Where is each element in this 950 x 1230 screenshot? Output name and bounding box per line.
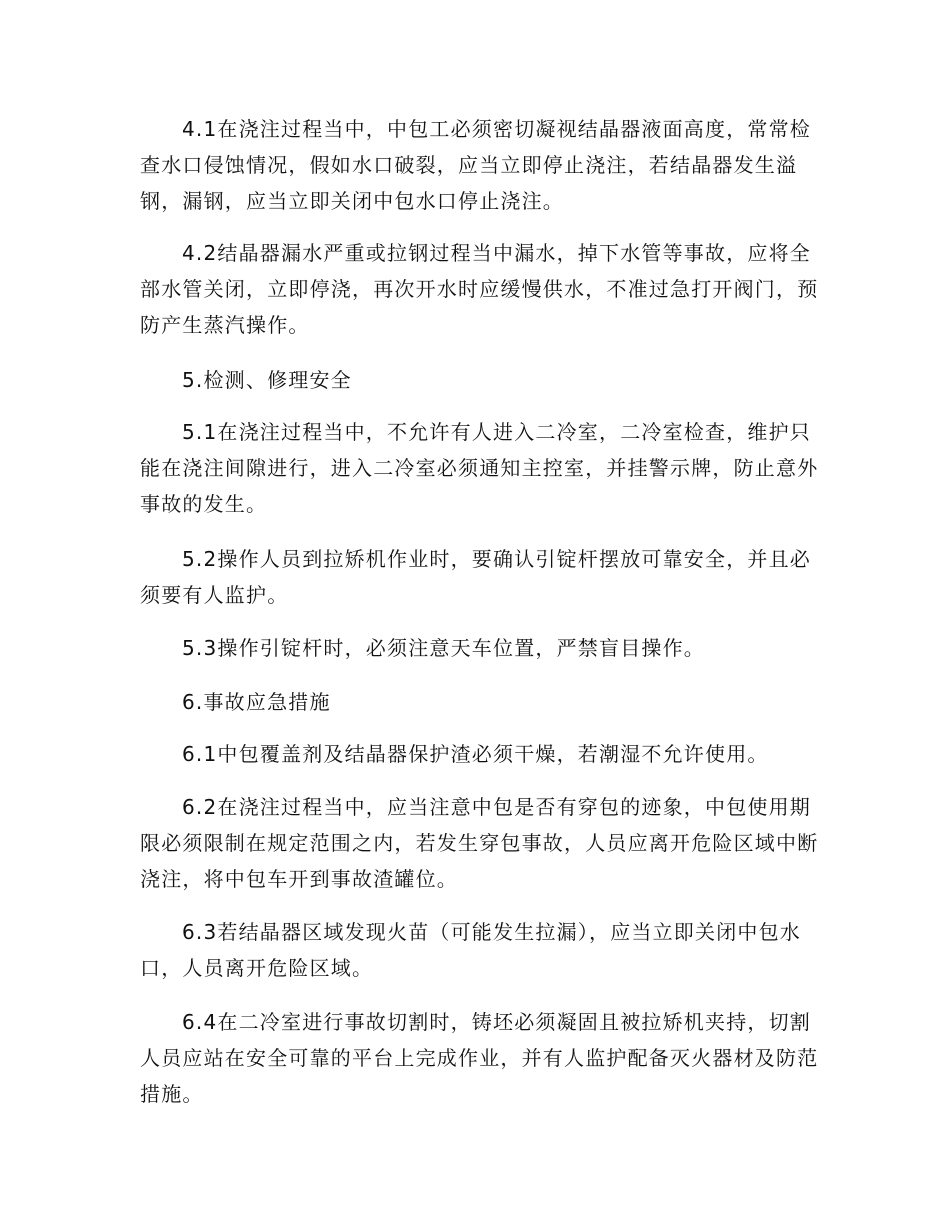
paragraph-4-2: 4.2结晶器漏水严重或拉钢过程当中漏水，掉下水管等事故，应将全部水管关闭，立即停浇，再次开水时应缓慢供水，不准过急打开阀门，预防产生蒸汽操作。 bbox=[140, 241, 819, 337]
paragraph-6-3: 6.3若结晶器区域发现火苗（可能发生拉漏），应当立即关闭中包水口，人员离开危险区域。 bbox=[140, 920, 802, 980]
paragraph-4-1: 4.1在浇注过程当中，中包工必须密切凝视结晶器液面高度，常常检查水口侵蚀情况，假如水口破裂，应当立即停止浇注，若结晶器发生溢钢，漏钢，应当立即关闭中包水口停止浇注。 bbox=[140, 117, 812, 213]
paragraph-6-2: 6.2在浇注过程当中，应当注意中包是否有穿包的迹象，中包使用期限必须限制在规定范围之内，若发生穿包事故，人员应离开危险区域中断浇注，将中包车开到事故渣罐位。 bbox=[140, 795, 819, 891]
section-heading-6: 6.事故应急措施 bbox=[182, 690, 331, 714]
section-heading-5: 5.检测、修理安全 bbox=[182, 368, 352, 392]
paragraph-5-3: 5.3操作引锭杆时，必须注意天车位置，严禁盲目操作。 bbox=[182, 636, 706, 660]
paragraph-5-2: 5.2操作人员到拉矫机作业时，要确认引锭杆摆放可靠安全，并且必须要有人监护。 bbox=[140, 547, 812, 607]
paragraph-6-1: 6.1中包覆盖剂及结晶器保护渣必须干燥，若潮湿不允许使用。 bbox=[182, 742, 769, 766]
paragraph-6-4: 6.4在二冷室进行事故切割时，铸坯必须凝固且被拉矫机夹持，切割人员应站在安全可靠的平台上完成作业，并有人监护配备灭火器材及防范措施。 bbox=[140, 1010, 819, 1106]
paragraph-5-1: 5.1在浇注过程当中，不允许有人进入二冷室，二冷室检查，维护只能在浇注间隙进行，进入二冷室必须通知主控室，并挂警示牌，防止意外事故的发生。 bbox=[140, 420, 819, 516]
